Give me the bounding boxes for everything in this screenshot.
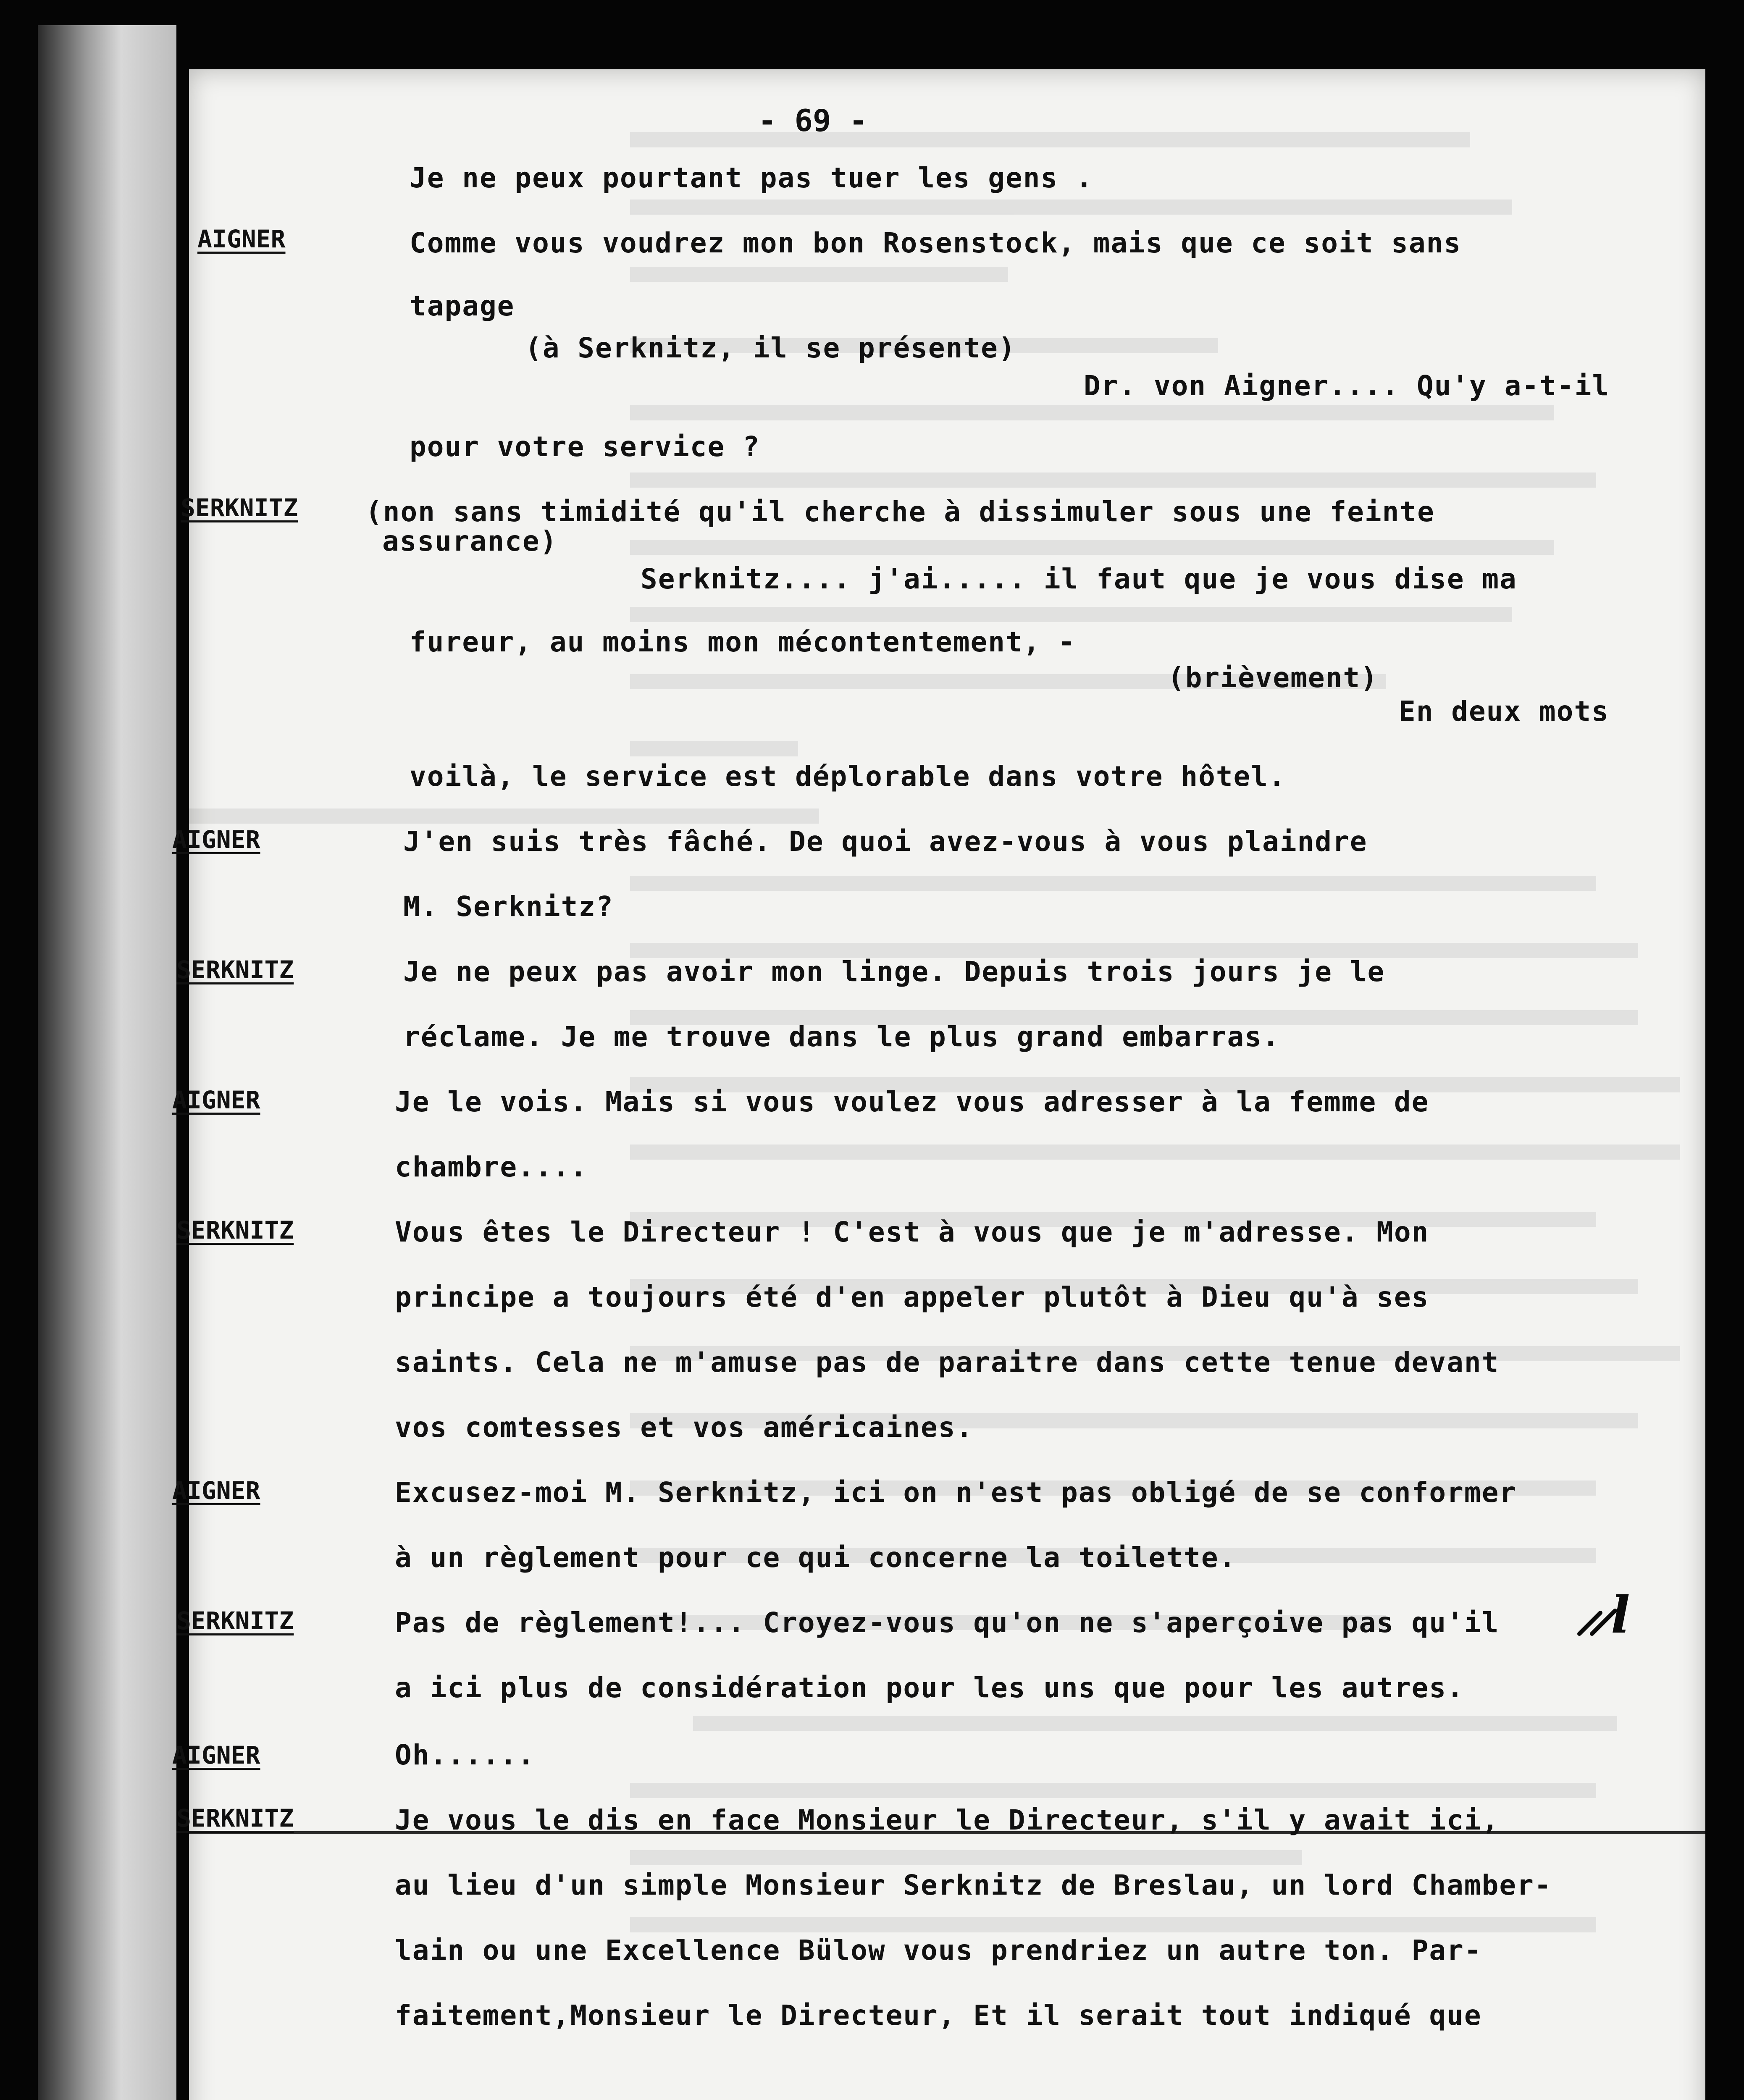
dialogue-line: faitement,Monsieur le Directeur, Et il serait tout indiqué que — [395, 1999, 1482, 2032]
page-number: - 69 - — [758, 103, 868, 138]
dialogue-line: tapage — [410, 290, 515, 322]
handwritten-correction: l — [1611, 1586, 1630, 1645]
dialogue-line: principe a toujours été d'en appeler plutôt à Dieu qu'à ses — [395, 1281, 1429, 1313]
dialogue-line: à un règlement pour ce qui concerne la toilette. — [395, 1541, 1237, 1574]
dialogue-line: M. Serknitz? — [403, 890, 614, 923]
speaker-label: AIGNER — [172, 1741, 260, 1769]
stage-direction: (brièvement) — [1168, 662, 1378, 694]
dialogue-line: réclame. Je me trouve dans le plus grand embarras. — [403, 1021, 1280, 1053]
dialogue-line: voilà, le service est déplorable dans votre hôtel. — [410, 760, 1286, 793]
dialogue-line: Comme vous voudrez mon bon Rosenstock, mais que ce soit sans — [410, 227, 1462, 259]
dialogue-line: Je vous le dis en face Monsieur le Directeur, s'il y avait ici, — [395, 1804, 1500, 1836]
dialogue-line: Je ne peux pas avoir mon linge. Depuis trois jours je le — [403, 956, 1385, 988]
dialogue-line: chambre.... — [395, 1151, 588, 1183]
dialogue-line: saints. Cela ne m'amuse pas de paraitre dans cette tenue devant — [395, 1346, 1500, 1378]
speaker-label: AIGNER — [172, 1476, 260, 1505]
stage-direction: (non sans timidité qu'il cherche à dissimuler sous une feinte — [365, 496, 1435, 528]
dialogue-line: Je le vois. Mais si vous voulez vous adresser à la femme de — [395, 1086, 1429, 1118]
stage-direction: (à Serknitz, il se présente) — [525, 332, 1016, 364]
stage-direction: assurance) — [382, 525, 558, 557]
adjacent-page-edge — [38, 25, 176, 2100]
dialogue-line: Oh...... — [395, 1739, 535, 1771]
dialogue-line: En deux mots — [1399, 695, 1609, 727]
typescript-page — [172, 69, 1705, 2100]
speaker-label: AIGNER — [197, 225, 286, 253]
speaker-label: SERKNITZ — [176, 956, 294, 984]
speaker-label: AIGNER — [172, 1086, 260, 1114]
dialogue-line: au lieu d'un simple Monsieur Serknitz de Breslau, un lord Chamber- — [395, 1869, 1552, 1901]
dialogue-line: a ici plus de considération pour les uns que pour les autres. — [395, 1672, 1464, 1704]
dialogue-line: Pas de règlement!... Croyez-vous qu'on ne s'aperçoive pas qu'il — [395, 1606, 1500, 1639]
speaker-label: SERKNITZ — [176, 1804, 294, 1832]
dialogue-line: lain ou une Excellence Bülow vous prendriez un autre ton. Par- — [395, 1934, 1482, 1966]
speaker-label: SERKNITZ — [176, 1606, 294, 1635]
dialogue-line: Dr. von Aigner.... Qu'y a-t-il — [1084, 370, 1610, 402]
speaker-label: SERKNITZ — [176, 1216, 294, 1244]
handwritten-mark — [1575, 1604, 1626, 1642]
dialogue-line: pour votre service ? — [410, 430, 760, 463]
speaker-label: SERKNITZ — [181, 494, 298, 522]
speaker-label: AIGNER — [172, 825, 260, 854]
dialogue-line: Excusez-moi M. Serknitz, ici on n'est pas obligé de se conformer — [395, 1476, 1517, 1509]
dialogue-line: Je ne peux pourtant pas tuer les gens . — [410, 162, 1093, 194]
dialogue-line: J'en suis très fâché. De quoi avez-vous à vous plaindre — [403, 825, 1368, 858]
dialogue-line: Serknitz.... j'ai..... il faut que je vous dise ma — [641, 563, 1517, 595]
dialogue-line: fureur, au moins mon mécontentement, - — [410, 626, 1076, 658]
dialogue-line: vos comtesses et vos américaines. — [395, 1411, 974, 1444]
dialogue-line: Vous êtes le Directeur ! C'est à vous que je m'adresse. Mon — [395, 1216, 1429, 1248]
